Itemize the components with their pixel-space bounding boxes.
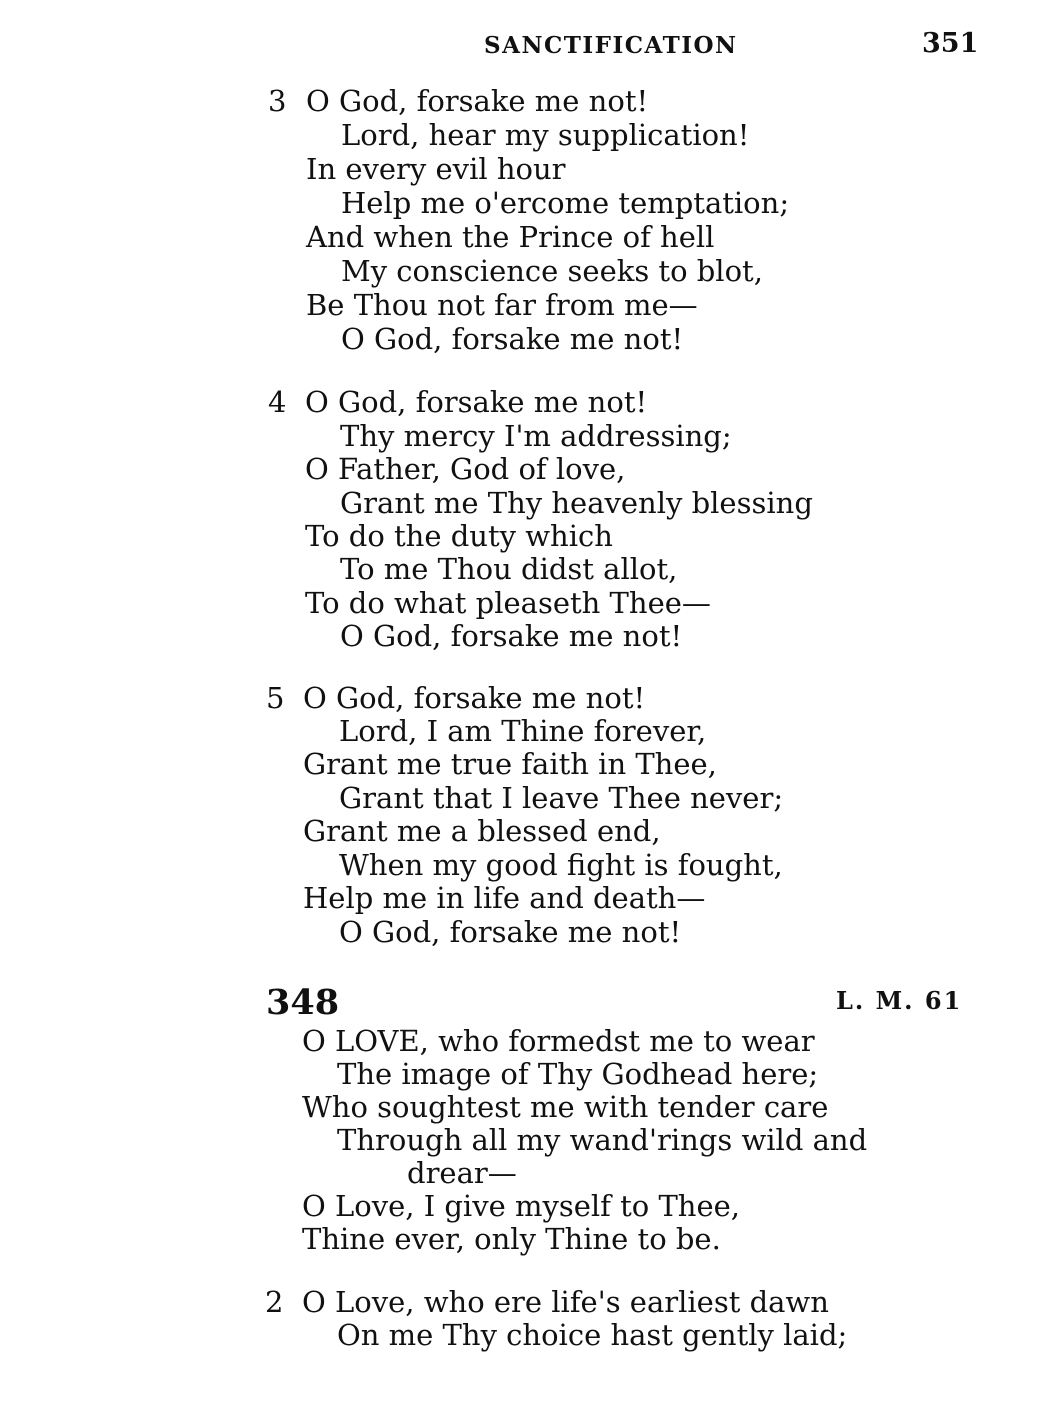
verse-line: O Love, who ere life's earliest dawn — [302, 1285, 829, 1319]
verse-line: O Love, I give myself to Thee, — [302, 1189, 741, 1223]
hymn-number: 348 — [266, 982, 340, 1023]
verse-line: On me Thy choice hast gently laid; — [337, 1318, 848, 1352]
verse-line: O God, forsake me not! — [306, 84, 649, 118]
verse-line: Grant me true faith in Thee, — [303, 747, 717, 781]
verse-line: O God, forsake me not! — [341, 322, 684, 356]
verse-line: Lord, I am Thine forever, — [339, 714, 707, 748]
verse-line: O God, forsake me not! — [340, 619, 683, 653]
running-head: SANCTIFICATION — [484, 32, 738, 59]
verse-line: When my good fight is fought, — [339, 848, 783, 882]
verse-line: Thine ever, only Thine to be. — [302, 1222, 721, 1256]
verse-line: And when the Prince of hell — [306, 220, 715, 254]
verse-line: O Father, God of love, — [305, 452, 626, 486]
stanza-number: 5 — [266, 681, 285, 715]
verse-line: Grant me a blessed end, — [303, 814, 661, 848]
verse-line: O LOVE, who formedst me to wear — [302, 1024, 815, 1058]
verse-line: O God, forsake me not! — [303, 681, 646, 715]
verse-line: Be Thou not far from me— — [306, 288, 698, 322]
stanza-number: 3 — [268, 84, 287, 118]
verse-line: drear— — [407, 1156, 517, 1190]
verse-line: Grant that I leave Thee never; — [339, 781, 784, 815]
verse-line: Help me in life and death— — [303, 881, 706, 915]
verse-line: To me Thou didst allot, — [340, 552, 678, 586]
verse-line: In every evil hour — [306, 152, 566, 186]
verse-line: O God, forsake me not! — [339, 915, 682, 949]
verse-line: Thy mercy I'm addressing; — [340, 419, 732, 453]
verse-line: To do what pleaseth Thee— — [305, 586, 711, 620]
verse-line: Who soughtest me with tender care — [302, 1090, 829, 1124]
verse-line: Lord, hear my supplication! — [341, 118, 750, 152]
verse-line: Through all my wand'rings wild and — [337, 1123, 868, 1157]
verse-line: To do the duty which — [305, 519, 613, 553]
stanza-number: 4 — [268, 385, 287, 419]
verse-line: Help me o'ercome temptation; — [341, 186, 790, 220]
stanza-number: 2 — [265, 1285, 284, 1319]
verse-line: The image of Thy Godhead here; — [337, 1057, 819, 1091]
hymn-meter: L. M. 61 — [836, 986, 963, 1015]
verse-line: Grant me Thy heavenly blessing — [340, 486, 813, 520]
verse-line: My conscience seeks to blot, — [341, 254, 763, 288]
verse-line: O God, forsake me not! — [305, 385, 648, 419]
page-number: 351 — [922, 28, 979, 59]
